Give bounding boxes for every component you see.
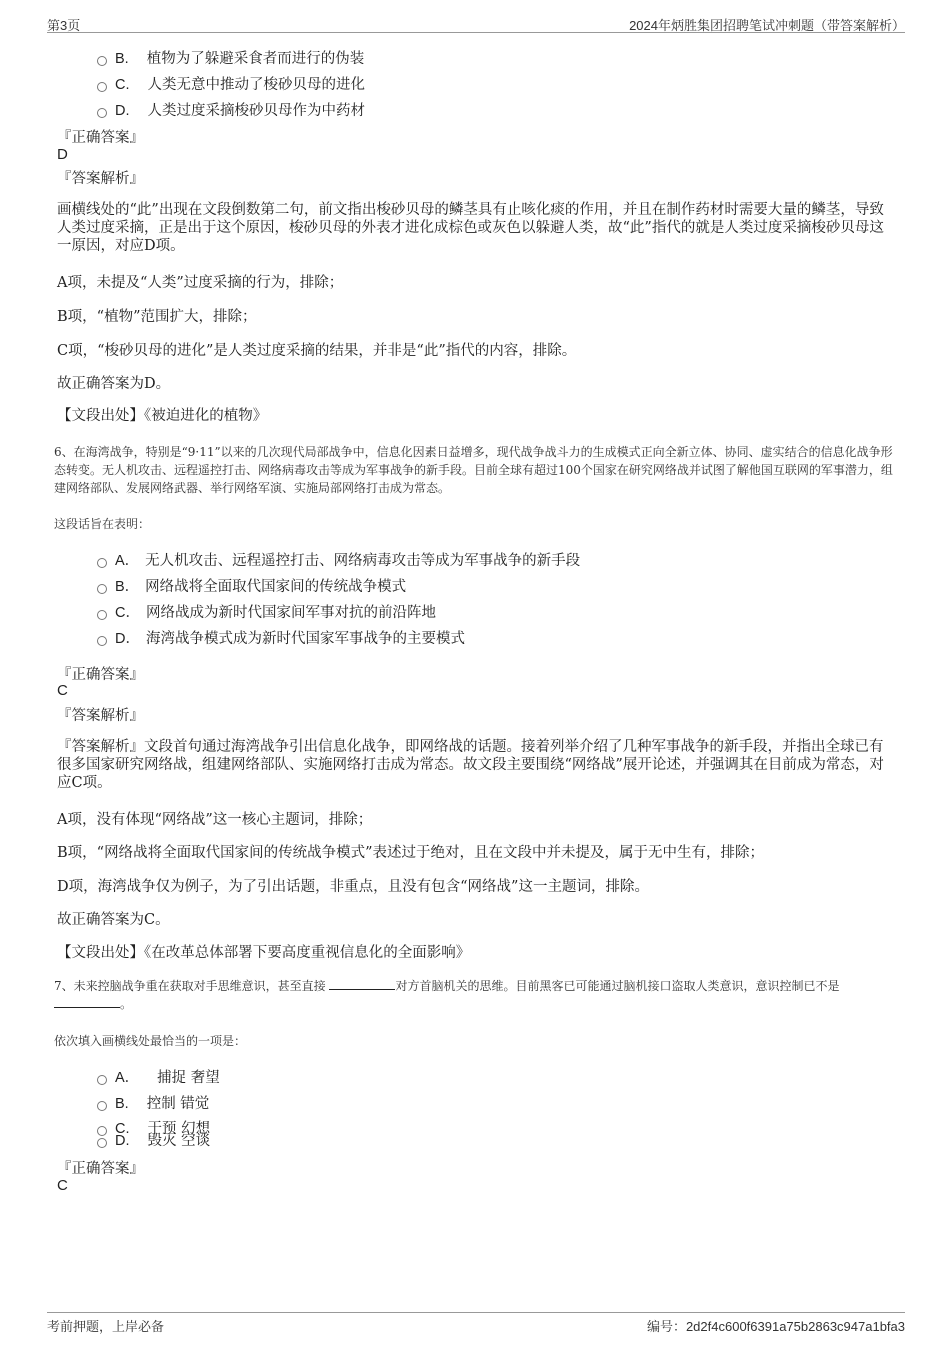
q6-analysis: 『答案解析』文段首句通过海湾战争引出信息化战争，即网络战的话题。接着列举介绍了几种军事战争的新手段，并指出全球已有很多国家研究网络战，组建网络部队、实施网络打击成为常态。故文段主要围绕“网络战”展开论述，并强调其在目前成为常态，对应C项。 (57, 739, 884, 791)
radio-icon[interactable] (97, 636, 107, 646)
q5-note-a: A项，未提及“人类”过度采摘的行为，排除； (57, 275, 344, 291)
radio-icon[interactable] (97, 1138, 107, 1148)
q6-note-b: B项，“网络战将全面取代国家间的传统战争模式”表述过于绝对，且在文段中并未提及，属于无中生有，排除； (57, 845, 764, 861)
fill-blank-1 (329, 977, 395, 990)
q7-option-a[interactable]: A． 捕捉 奢望 (97, 1066, 220, 1087)
radio-icon[interactable] (97, 82, 107, 92)
q6-option-b[interactable]: B． 网络战将全面取代国家间的传统战争模式 (97, 575, 406, 596)
q6-stem: 6、在海湾战争，特别是“9·11”以来的几次现代局部战争中，信息化因素日益增多，现代战争战斗力的生成模式正向全新立体、协同、虚实结合的信息化战争形态转变。无人机攻击、远程遥控打击、网络病毒攻击等成为军事战争的新手段。目前全球有超过100个国家在研究网络战并试图了解他国互联网的军事潜力，组建网络部队、发展网络武器、举行网络军演、实施局部网络打击成为常态。 (54, 445, 893, 495)
q6-analysis-label: 『答案解析』 (57, 708, 144, 724)
q6-note-d: D项，海湾战争仅为例子，为了引出话题，非重点，且没有包含“网络战”这一主题词，排除。 (57, 879, 649, 895)
q6-conclusion: 故正确答案为C。 (57, 912, 170, 928)
q7-prompt: 依次填入画横线处最恰当的一项是： (54, 1034, 247, 1048)
q5-note-b: B项，“植物”范围扩大，排除； (57, 309, 257, 325)
q7-option-b[interactable]: B. 控制 错觉 (97, 1092, 209, 1113)
q5-answer-label: 『正确答案』 (57, 130, 144, 146)
q5-option-c[interactable]: C. 人类无意中推动了梭砂贝母的进化 (97, 73, 365, 94)
radio-icon[interactable] (97, 1075, 107, 1085)
q6-option-c[interactable]: C． 网络战成为新时代国家间军事对抗的前沿阵地 (97, 601, 436, 622)
q5-analysis: 画横线处的“此”出现在文段倒数第二句，前文指出梭砂贝母的鳞茎具有止咳化痰的作用，并且在制作药材时需要大量的鳞茎，导致人类过度采摘，正是出于这个原因，梭砂贝母的外表才进化成棕色或灰色以躲避人类，故“此”指代的就是人类过度采摘梭砂贝母这一原因，对应D项。 (57, 202, 884, 254)
page-footer (47, 1312, 905, 1335)
document-title: 2024年炳胜集团招聘笔试冲刺题（带答案解析） (629, 18, 905, 33)
q5-answer: D (57, 146, 68, 163)
radio-icon[interactable] (97, 584, 107, 594)
q7-option-c[interactable]: C. 干预 幻想 (97, 1117, 210, 1138)
q6-answer: C (57, 682, 68, 699)
fill-blank-2 (54, 995, 120, 1008)
q6-answer-label: 『正确答案』 (57, 667, 144, 683)
q7-answer-label: 『正确答案』 (57, 1161, 144, 1177)
q5-conclusion: 故正确答案为D。 (57, 376, 171, 392)
q5-option-b[interactable]: B. 植物为了躲避采食者而进行的伪装 (97, 47, 364, 68)
radio-icon[interactable] (97, 56, 107, 66)
q5-analysis-label: 『答案解析』 (57, 171, 144, 187)
q5-option-d[interactable]: D. 人类过度采摘梭砂贝母作为中药材 (97, 99, 365, 120)
q6-source: 【文段出处】《在改革总体部署下要高度重视信息化的全面影响》 (57, 945, 471, 961)
page-header (47, 14, 905, 33)
document-code: 编号：2d2f4c600f6391a75b2863c947a1bfa3 (646, 1319, 905, 1335)
page-number: 第3页 (47, 18, 81, 33)
q5-note-c: C项，“梭砂贝母的进化”是人类过度采摘的结果，并非是“此”指代的内容，排除。 (57, 343, 577, 359)
radio-icon[interactable] (97, 108, 107, 118)
q6-note-a: A项，没有体现“网络战”这一核心主题词，排除； (57, 812, 373, 828)
q6-option-a[interactable]: A． 无人机攻击、远程遥控打击、网络病毒攻击等成为军事战争的新手段 (97, 549, 580, 570)
q5-source: 【文段出处】《被迫进化的植物》 (57, 408, 268, 424)
q6-prompt: 这段话旨在表明： (54, 517, 151, 531)
radio-icon[interactable] (97, 610, 107, 620)
radio-icon[interactable] (97, 1101, 107, 1111)
q6-option-d[interactable]: D． 海湾战争模式成为新时代国家军事战争的主要模式 (97, 627, 465, 648)
footer-slogan: 考前押题，上岸必备 (47, 1320, 165, 1335)
radio-icon[interactable] (97, 558, 107, 568)
q7-option-d[interactable]: D. 毁灭 空谈 (97, 1129, 210, 1150)
q7-answer: C (57, 1177, 68, 1194)
q7-stem: 7、未来控脑战争重在获取对手思维意识，甚至直接 对方首脑机关的思维。目前黑客已可能通过脑机接口盗取人类意识，意识控制已不是 。 (54, 979, 840, 1011)
